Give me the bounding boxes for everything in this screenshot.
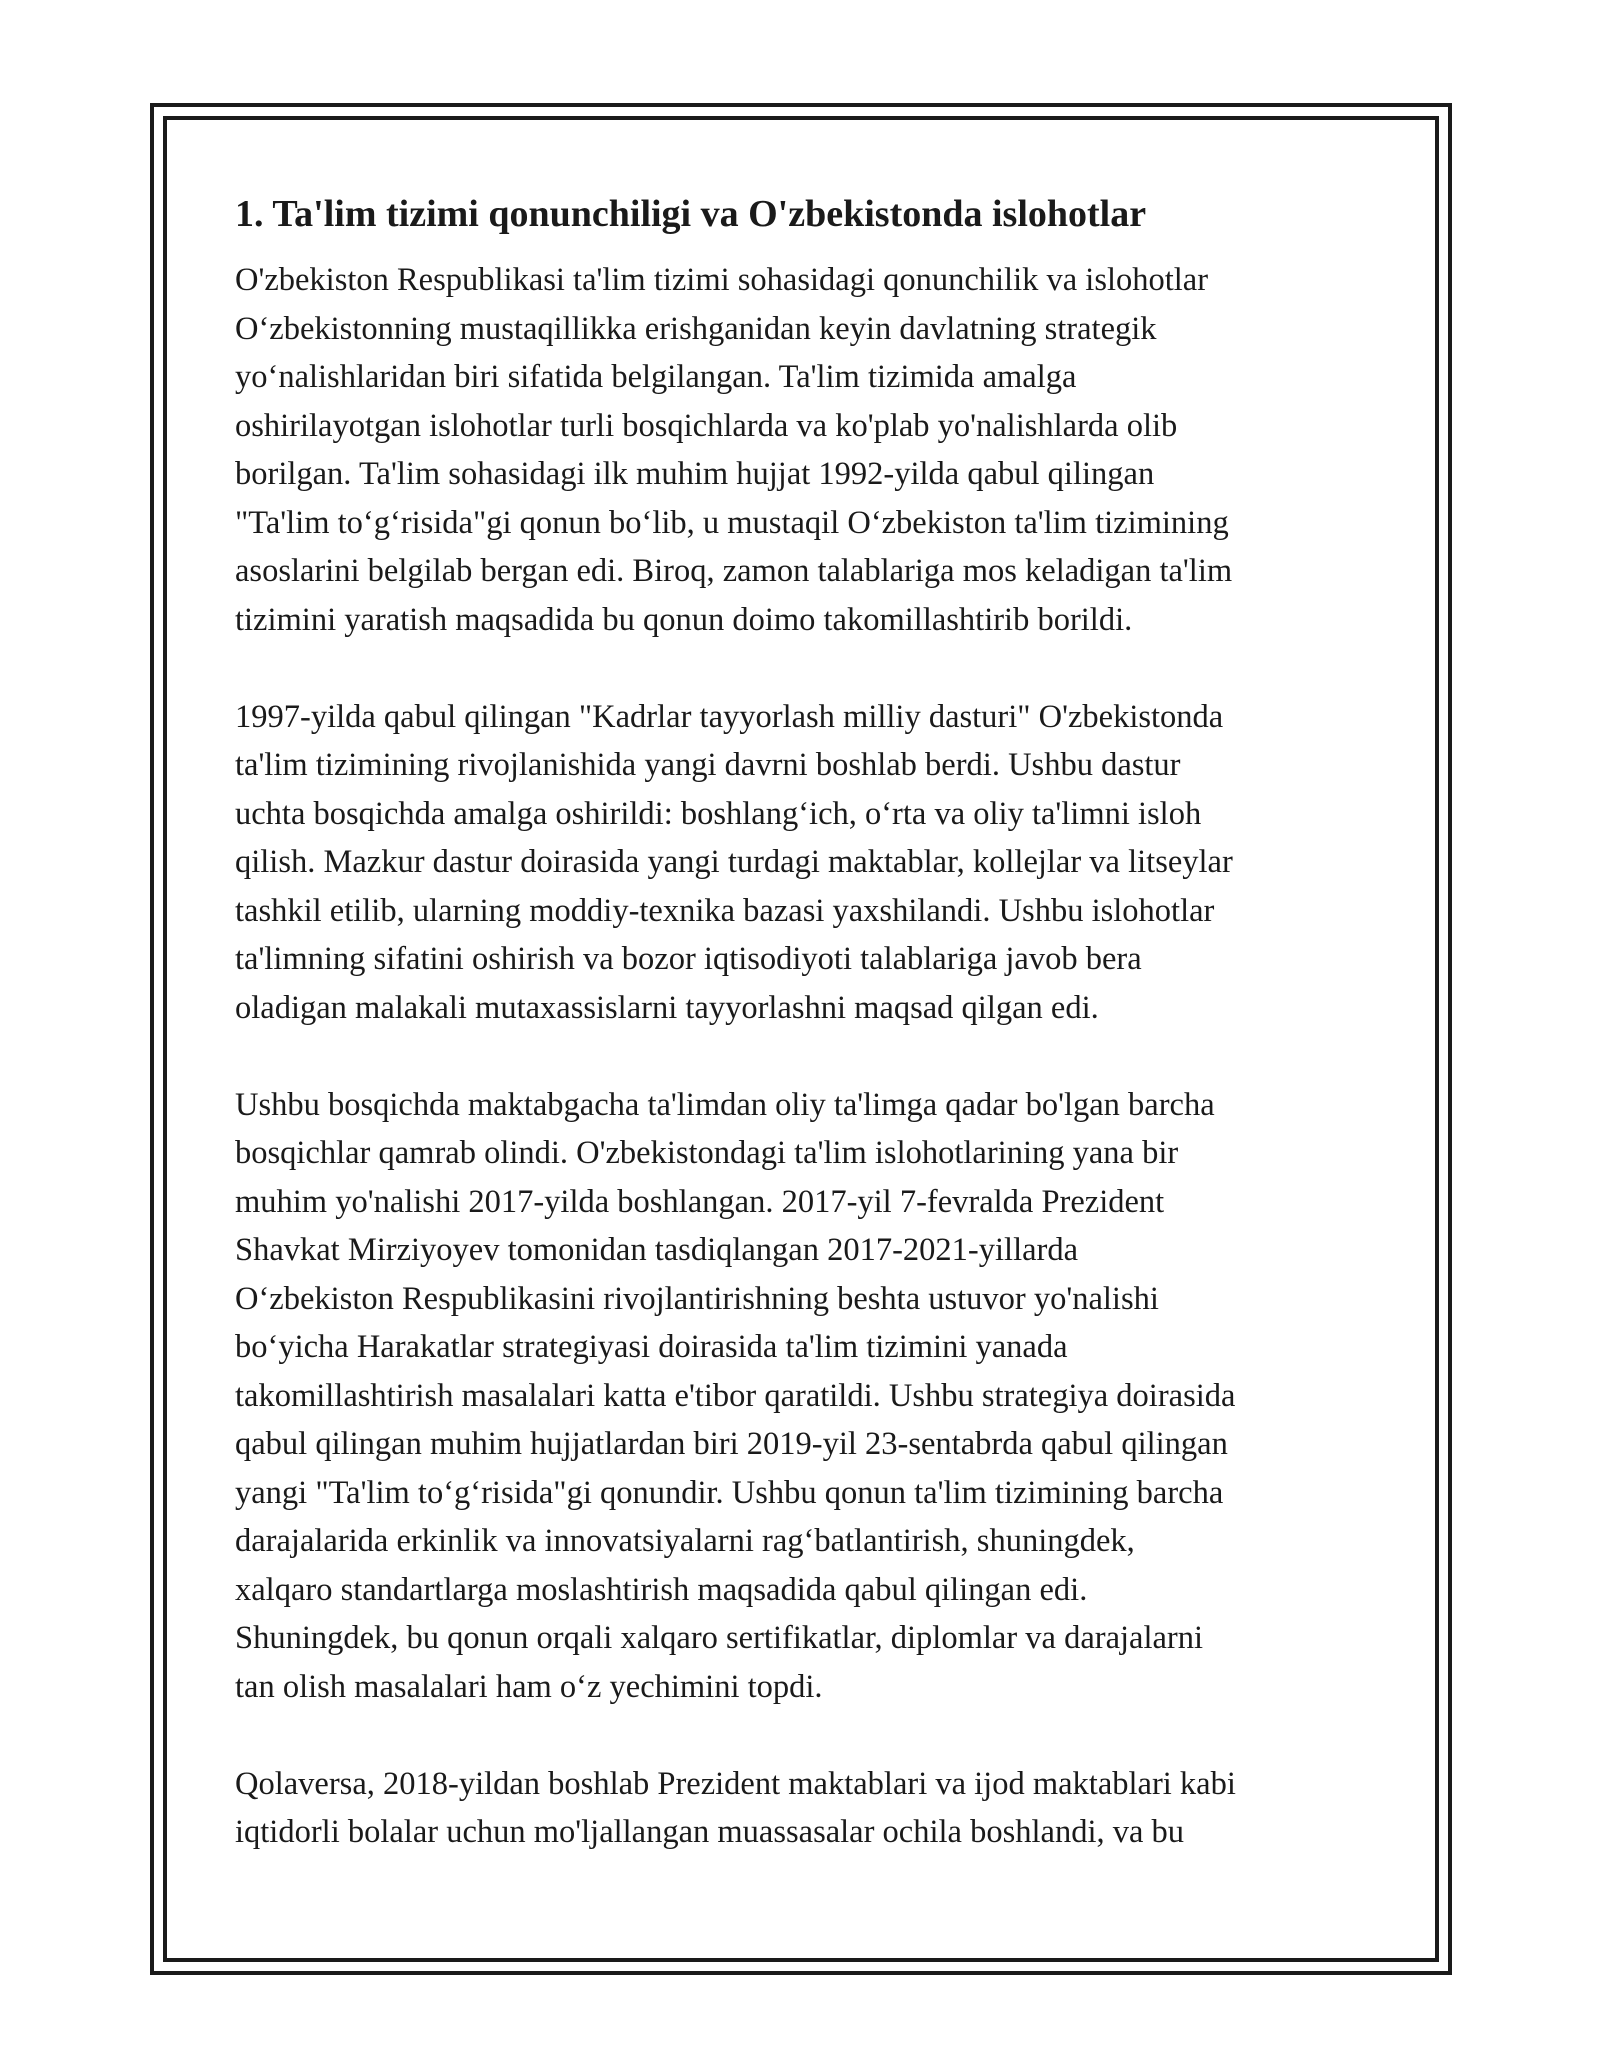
text-line: qilish. Mazkur dastur doirasida yangi turdagi maktablar, kollejlar va litseylar [235, 844, 1233, 880]
text-line: O'zbekiston Respublikasi ta'lim tizimi sohasidagi qonunchilik va islohotlar [235, 262, 1209, 298]
paragraph-1 [235, 256, 1385, 644]
text-line: oladigan malakali mutaxassislarni tayyorlashni maqsad qilgan edi. [235, 989, 1099, 1026]
text-line: iqtidorli bolalar uchun mo'ljallangan muassasalar ochila boshlandi, va bu [235, 1814, 1185, 1850]
text-line: "Ta'lim to‘g‘risida"gi qonun bo‘lib, u mustaqil O‘zbekiston ta'lim tizimining [235, 504, 1229, 541]
text-line: Qolaversa, 2018-yildan boshlab Prezident maktablari va ijod maktablari kabi [235, 1765, 1236, 1802]
text-line: O‘zbekistonning mustaqillikka erishganidan keyin davlatning strategik [235, 310, 1157, 347]
text-line: bosqichlar qamrab olindi. O'zbekistondagi ta'lim islohotlarining yana bir [235, 1135, 1179, 1171]
text-line: asoslarini belgilab bergan edi. Biroq, zamon talablariga mos keladigan ta'lim [235, 553, 1233, 589]
text-line: borilgan. Ta'lim sohasidagi ilk muhim hujjat 1992-yilda qabul qilingan [235, 456, 1155, 492]
text-line: muhim yo'nalishi 2017-yilda boshlangan. 2017-yil 7-fevralda Prezident [235, 1183, 1165, 1220]
text-line: xalqaro standartlarga moslashtirish maqsadida qabul qilingan edi. [235, 1571, 1088, 1608]
text-line: uchta bosqichda amalga oshirildi: boshlang‘ich, o‘rta va oliy ta'limni isloh [235, 795, 1202, 832]
text-line: takomillashtirish masalalari katta e'tibor qaratildi. Ushbu strategiya doirasida [235, 1377, 1236, 1414]
paragraph-4 [235, 1760, 1385, 1857]
text-line: O‘zbekiston Respublikasini rivojlantirishning beshta ustuvor yo'nalishi [235, 1280, 1159, 1317]
text-line: ta'lim tizimining rivojlanishida yangi davrni boshlab berdi. Ushbu dastur [235, 747, 1181, 783]
paragraph-2 [235, 693, 1385, 1033]
text-line: yo‘nalishlaridan biri sifatida belgilangan. Ta'lim tizimida amalga [235, 359, 1077, 395]
text-line: tashkil etilib, ularning moddiy-texnika bazasi yaxshilandi. Ushbu islohotlar [235, 892, 1215, 929]
paragraph-3 [235, 1081, 1385, 1712]
text-line: darajalarida erkinlik va innovatsiyalarni rag‘batlantirish, shuningdek, [235, 1523, 1135, 1559]
text-line: Shuningdek, bu qonun orqali xalqaro sertifikatlar, diplomlar va darajalarni [235, 1620, 1204, 1656]
text-line: qabul qilingan muhim hujjatlardan biri 2019-yil 23-sentabrda qabul qilingan [235, 1426, 1228, 1462]
text-line: Shavkat Mirziyoyev tomonidan tasdiqlangan 2017-2021-yillarda [235, 1232, 1079, 1268]
text-line: ta'limning sifatini oshirish va bozor iqtisodiyoti talablariga javob bera [235, 941, 1142, 977]
text-line: yangi "Ta'lim to‘g‘risida"gi qonundir. Ushbu qonun ta'lim tizimining barcha [235, 1474, 1224, 1511]
text-line: tizimini yaratish maqsadida bu qonun doimo takomillashtirib borildi. [235, 601, 1133, 638]
text-line: bo‘yicha Harakatlar strategiyasi doirasida ta'lim tizimini yanada [235, 1329, 1068, 1365]
text-line: 1997-yilda qabul qilingan "Kadrlar tayyorlash milliy dasturi" O'zbekistonda [235, 698, 1224, 735]
text-line: oshirilayotgan islohotlar turli bosqichlarda va ko'plab yo'nalishlarda olib [235, 407, 1178, 444]
text-line: tan olish masalalari ham o‘z yechimini topdi. [235, 1668, 823, 1705]
document-body [235, 190, 1385, 1857]
text-line: Ushbu bosqichda maktabgacha ta'limdan oliy ta'limga qadar bo'lgan barcha [235, 1086, 1215, 1123]
document-title: 1. Ta'lim tizimi qonunchiligi va O'zbekistonda islohotlar [235, 193, 1147, 235]
